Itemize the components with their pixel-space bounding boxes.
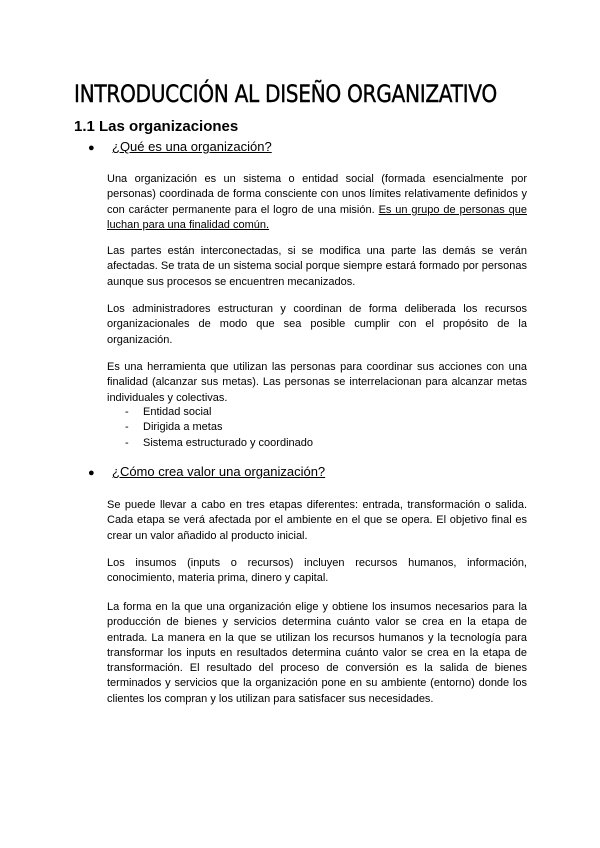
paragraph-2: Las partes están interconectadas, si se modifica una parte las demás se verán afectadas. Se trata de un sistema social porque siempre estará formado por personas aunque sus procesos se encuentren mecanizados. xyxy=(107,245,527,288)
paragraph-7: La forma en la que una organización elige y obtiene los insumos necesarios para la producción de bienes y servicios determina cuánto valor se crea en la etapa de entrada. La manera en la que se utilizan los recursos humanos y la tecnología para transformar los inputs en resultados determina cuánto valor se crea en la etapa de transformación. El resultado del proceso de conversión es la salida de bienes terminados y servicios que la organización pone en su ambiente (entorno) donde los clientes los compran y los utilizan para satisfacer sus necesidades. xyxy=(107,601,527,705)
question-text-1: ¿Qué es una organización? xyxy=(112,139,272,154)
characteristics-list xyxy=(125,405,313,451)
paragraph-6: Los insumos (inputs o recursos) incluyen recursos humanos, información, conocimiento, materia prima, dinero y capital. xyxy=(107,557,527,585)
section-heading: 1.1 Las organizaciones xyxy=(74,118,239,135)
bullet-icon: ● xyxy=(88,142,95,154)
list-item: - Entidad social xyxy=(125,405,313,420)
question-text-2: ¿Cómo crea valor una organización? xyxy=(112,464,326,479)
paragraph-1-text: Una organización es un sistema o entidad social (formada esencialmente por personas) coordinada de forma consciente con unos límites relativamente definidos y con carácter permanente para el logro de una misión. xyxy=(107,173,527,216)
question-heading-1 xyxy=(88,138,272,157)
bullet-icon: ● xyxy=(88,467,95,479)
list-item: - Sistema estructurado y coordinado xyxy=(125,436,313,451)
paragraph-5: Se puede llevar a cabo en tres etapas diferentes: entrada, transformación o salida. Cada etapa se verá afectada por el ambiente en el que se opera. El objetivo final es crear un valor añadido al producto inicial. xyxy=(107,499,527,542)
paragraph-1 xyxy=(107,172,527,233)
list-item: - Dirigida a metas xyxy=(125,420,313,435)
paragraph-1-underlined: Es un grupo de personas que luchan para una finalidad común. xyxy=(107,203,527,231)
paragraph-4: Es una herramienta que utilizan las personas para coordinar sus acciones con una finalidad (alcanzar sus metas). Las personas se interrelacionan para alcanzar metas individuales y colectivas. xyxy=(107,361,527,404)
question-heading-2 xyxy=(88,463,325,482)
document-title: INTRODUCCIÓN AL DISEÑO ORGANIZATIVO xyxy=(74,80,497,108)
paragraph-3: Los administradores estructuran y coordinan de forma deliberada los recursos organizacionales de modo que sea posible cumplir con el propósito de la organización. xyxy=(107,303,527,346)
